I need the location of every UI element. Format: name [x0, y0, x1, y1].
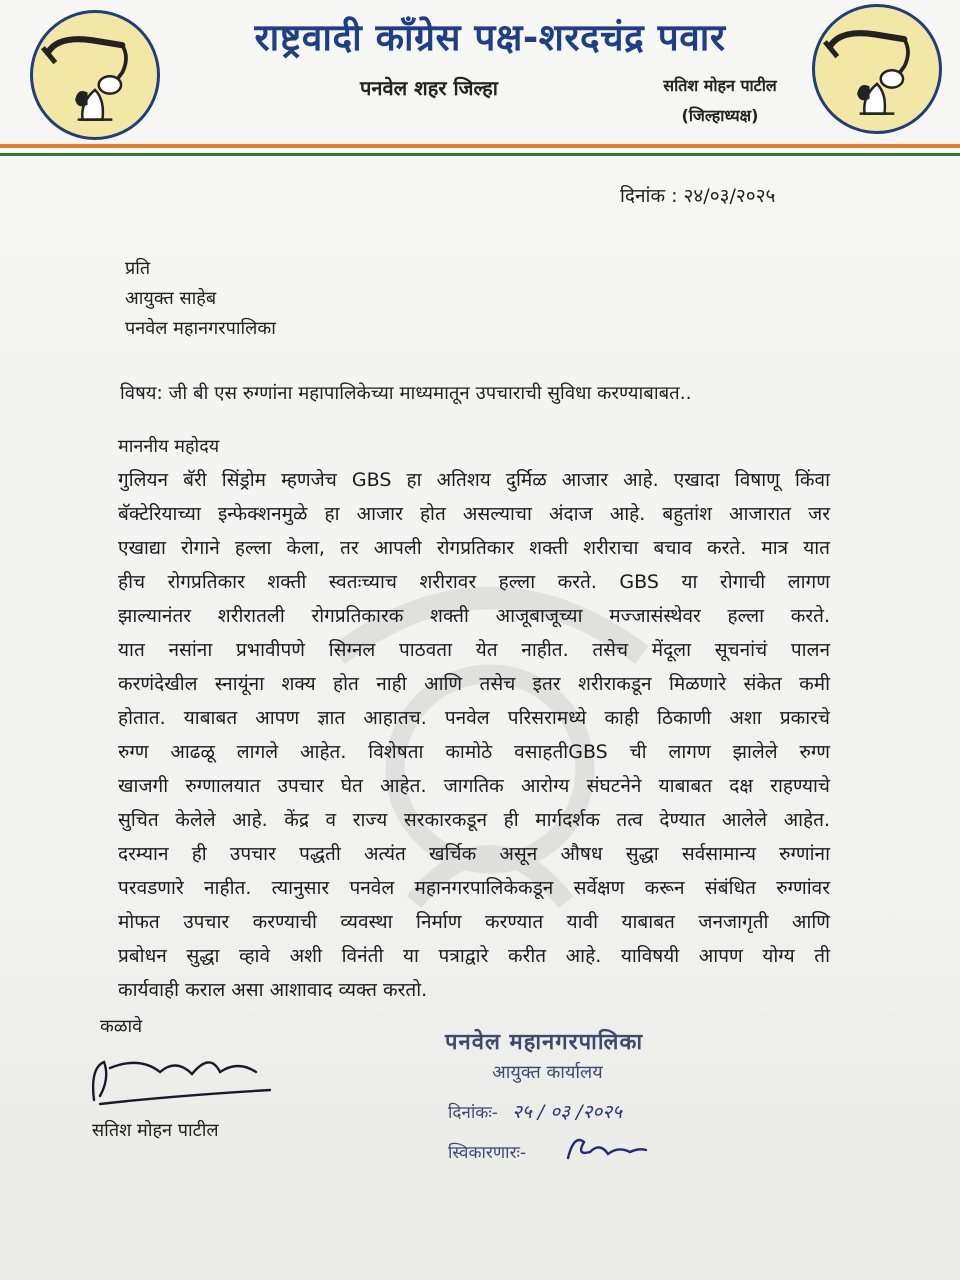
- body-line: हीच रोगप्रतिकार शक्ती स्वतःच्याच शरीरावर हल्ला करते. GBS या रोगाची लागण: [118, 571, 830, 593]
- president-role: (जिल्हाध्यक्ष): [681, 106, 759, 125]
- recipient-organization: पनवेल महानगरपालिका: [125, 318, 276, 339]
- stamp-organization: पनवेल महानगरपालिका: [445, 1030, 644, 1055]
- body-line: खाजगी रुग्णालयात उपचार घेत आहेत. जागतिक आरोग्य संघटनेने याबाबत दक्ष राहण्याचे: [118, 775, 830, 797]
- party-logo-left: [30, 10, 160, 140]
- sender-name: सतिश मोहन पाटील: [92, 1120, 219, 1141]
- sender-signature: [80, 1038, 280, 1118]
- body-line: एखाद्या रोगाने हल्ला केला, तर आपली रोगप्रतिकार शक्ती शरीराचा बचाव करते. मात्र यात: [118, 537, 830, 559]
- stamp-received-label: स्विकारणारः-: [448, 1143, 527, 1163]
- body-line: झाल्यानंतर शरीरातली रोगप्रतिकारक शक्ती आजूबाजूच्या मज्जासंस्थेवर हल्ला करते.: [118, 605, 830, 627]
- body-line: दरम्यान ही उपचार पद्धती अत्यंत खर्चिक असून औषध सुद्धा सर्वसामान्य रुग्णांना: [118, 843, 830, 865]
- closing: कळावे: [100, 1016, 143, 1037]
- letter-subject: विषय: जी बी एस रुग्णांना महापालिकेच्या माध्यमातून उपचाराची सुविधा करण्याबाबत..: [120, 383, 692, 404]
- letterhead: [0, 0, 960, 160]
- president-name: सतिश मोहन पाटील: [663, 76, 777, 95]
- district-name: पनवेल शहर जिल्हा: [360, 76, 498, 100]
- green-stripe: [0, 153, 960, 156]
- body-line: सुचित केलेले आहे. केंद्र व राज्य सरकारकडून ही मार्गदर्शक तत्व देण्यात आलेले आहेत.: [118, 809, 830, 831]
- recipient-title: आयुक्त साहेब: [125, 288, 217, 309]
- body-line: परवडणारे नाहीत. त्यानुसार पनवेल महानगरपालिकेकडून सर्वेक्षण करून संबंधित रुग्णांवर: [118, 877, 830, 899]
- body-line: होतात. याबाबत आपण ज्ञात आहातच. पनवेल परिसरामध्ये काही ठिकाणी अशा प्रकारचे: [118, 707, 830, 729]
- party-name: राष्ट्रवादी काँग्रेस पक्ष-शरदचंद्र पवार: [254, 16, 726, 59]
- body-line: करणंदेखील स्नायूंना शक्य होत नाही आणि तसेच इतर शरीराकडून मिळणारे संकेत कमी: [118, 673, 830, 695]
- tutari-emblem-icon: [815, 7, 939, 131]
- salutation: माननीय महोदय: [118, 436, 220, 457]
- body-line: प्रबोधन सुद्धा व्हावे अशी विनंती या पत्राद्वारे करीत आहे. याविषयी आपण योग्य ती: [118, 945, 830, 967]
- letter-date: दिनांक : २४/०३/२०२५: [620, 185, 776, 207]
- recipient-prefix: प्रति: [125, 258, 151, 279]
- stamp-office: आयुक्त कार्यालय: [492, 1062, 603, 1083]
- body-line: मोफत उपचार करण्याची व्यवस्था निर्माण करण्यात यावी याबाबत जनजागृती आणि: [118, 911, 830, 933]
- body-line: बॅक्टेरियाच्या इन्फेक्शनमुळे हा आजार होत असल्याचा अंदाज आहे. बहुतांश आजारात जर: [118, 503, 830, 525]
- body-line: रुग्ण आढळू लागले आहेत. विशेषता कामोठे वसाहतीGBS ची लागण झालेले रुग्ण: [118, 741, 830, 763]
- stamp-date-value: २५ / ०३ /२०२५: [512, 1101, 622, 1123]
- body-line: यात नसांना प्रभावीपणे सिग्नल पाठवता येत नाहीत. तसेच मेंदूला सूचनांचं पालन: [118, 639, 830, 661]
- body-line: गुलियन बॅरी सिंड्रोम म्हणजेच GBS हा अतिशय दुर्मिळ आजार आहे. एखादा विषाणू किंवा: [118, 469, 830, 491]
- tutari-emblem-icon: [33, 13, 157, 137]
- body-line: कार्यवाही कराल असा आशावाद व्यक्त करतो.: [118, 979, 428, 1001]
- party-logo-right: [812, 4, 942, 134]
- white-stripe: [0, 150, 960, 152]
- receiver-initials: [560, 1128, 650, 1168]
- stamp-date-label: दिनांकः-: [448, 1103, 498, 1123]
- saffron-stripe: [0, 144, 960, 148]
